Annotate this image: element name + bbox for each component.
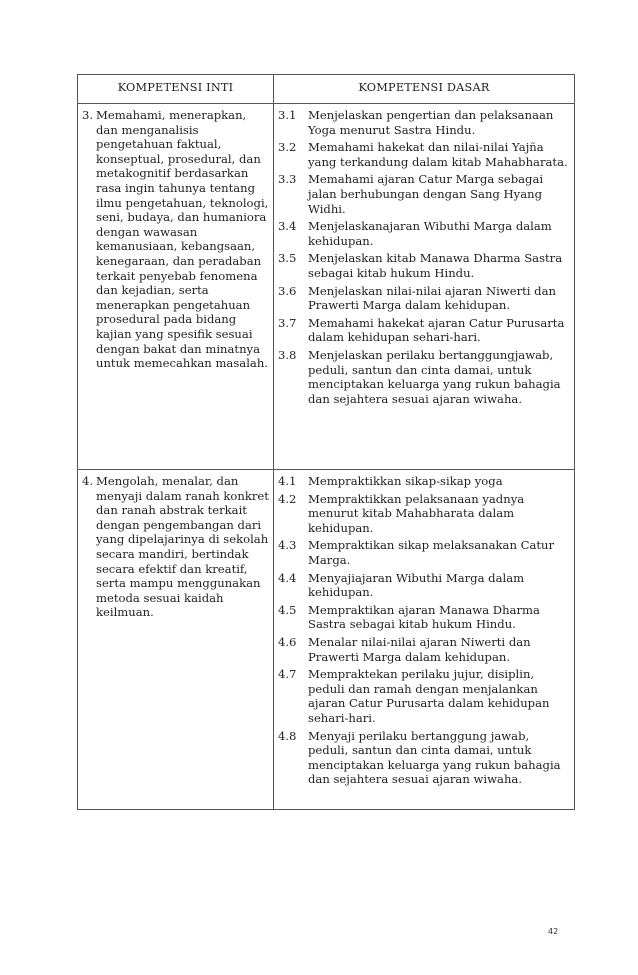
kd-number: 4.2 xyxy=(278,491,297,506)
ki-cell xyxy=(78,104,274,469)
kd-number: 4.7 xyxy=(278,667,297,682)
kd-number: 3.3 xyxy=(278,172,297,187)
kd-item xyxy=(278,635,570,664)
kd-number: 4.4 xyxy=(278,570,297,585)
kd-number: 3.4 xyxy=(278,219,297,234)
kd-item xyxy=(278,251,570,280)
kd-text: Menjelaskanajaran Wibuthi Marga dalam kehidupan. xyxy=(308,219,552,248)
ki-description: Mengolah, menalar, dan menyaji dalam ranah konkret dan ranah abstrak terkait dengan pengembangan dari yang dipelajarinya di sekolah secara mandiri, bertindak secara efektif dan kreatif, serta mampu menggunakan metoda sesuai kaidah keilmuan. xyxy=(96,474,269,620)
kd-cell xyxy=(274,104,574,469)
kd-item xyxy=(278,603,570,632)
kd-item xyxy=(278,538,570,567)
kd-text: Menjelaskan pengertian dan pelaksanaan Yoga menurut Sastra Hindu. xyxy=(308,108,554,137)
kd-item xyxy=(278,108,570,137)
kd-item xyxy=(278,140,570,169)
page-number: 42 xyxy=(548,927,559,936)
kd-number: 3.1 xyxy=(278,108,297,122)
kd-number: 4.5 xyxy=(278,602,297,617)
kd-item xyxy=(278,219,570,248)
ki-number: 4. xyxy=(82,474,94,488)
ki-number: 3. xyxy=(82,108,94,122)
table-row xyxy=(78,103,574,469)
kd-number: 4.8 xyxy=(278,728,297,743)
kd-item xyxy=(278,729,570,787)
header-kompetensi-dasar: KOMPETENSI DASAR xyxy=(358,81,490,94)
kd-number: 4.1 xyxy=(278,474,297,488)
kd-text: Memahami ajaran Catur Marga sebagai jalan berhubungan dengan Sang Hyang Widhi. xyxy=(308,172,544,216)
kd-item xyxy=(278,348,570,406)
kd-text: Menalar nilai-nilai ajaran Niwerti dan Prawerti Marga dalam kehidupan. xyxy=(308,634,531,664)
kd-text: Menyaji perilaku bertanggung jawab, peduli, santun dan cinta damai, untuk menciptakan keluarga yang rukun bahagia dan sejahtera sesuai ajaran wiwaha. xyxy=(308,728,561,787)
kd-text: Mempraktikkan pelaksanaan yadnya menurut kitab Mahabharata dalam kehidupan. xyxy=(308,491,525,535)
kd-text: Menjelaskan kitab Manawa Dharma Sastra sebagai kitab hukum Hindu. xyxy=(308,251,563,280)
kd-text: Mempraktekan perilaku jujur, disiplin, peduli dan ramah dengan menjalankan ajaran Catur Purusarta dalam kehidupan sehari-hari. xyxy=(308,667,550,725)
kd-item xyxy=(278,667,570,725)
kd-number: 4.6 xyxy=(278,634,297,649)
ki-description: Memahami, menerapkan, dan menganalisis pengetahuan faktual, konseptual, prosedural, dan metakognitif berdasarkan rasa ingin tahunya tentang ilmu pengetahuan, teknologi, seni, budaya, dan humaniora dengan wawasan kemanusiaan, kebangsaan, kenegaraan, dan peradaban terkait penyebab fenomena dan kejadian, serta menerapkan pengetahuan prosedural pada bidang kajian yang spesifik sesuai dengan bakat dan minatnya untuk memecahkan masalah. xyxy=(96,108,269,371)
kd-text: Menjelaskan nilai-nilai ajaran Niwerti dan Prawerti Marga dalam kehidupan. xyxy=(308,283,556,313)
kd-text: Memahami hakekat ajaran Catur Purusarta dalam kehidupan sehari-hari. xyxy=(308,315,565,345)
kd-number: 3.8 xyxy=(278,347,297,362)
kd-cell xyxy=(274,470,574,809)
kd-text: Menjelaskan perilaku bertanggungjawab, peduli, santun dan cinta damai, untuk menciptakan keluarga yang rukun bahagia dan sejahtera sesuai ajaran wiwaha. xyxy=(308,347,561,406)
kd-item xyxy=(278,492,570,536)
kd-item xyxy=(278,284,570,313)
kd-item xyxy=(278,571,570,600)
header-kompetensi-inti: KOMPETENSI INTI xyxy=(78,75,274,103)
table-row xyxy=(78,469,574,809)
competency-table xyxy=(77,74,575,810)
table-header-row xyxy=(78,75,574,103)
kd-number: 3.5 xyxy=(278,251,297,266)
kd-text: Mempraktikan sikap melaksanakan Catur Marga. xyxy=(308,538,555,567)
kd-item xyxy=(278,316,570,345)
kd-number: 4.3 xyxy=(278,538,297,553)
kd-number: 3.6 xyxy=(278,283,297,298)
kd-number: 3.2 xyxy=(278,140,297,155)
kd-text: Memahami hakekat dan nilai-nilai Yajña yang terkandung dalam kitab Mahabharata. xyxy=(308,140,568,169)
kd-text: Mempraktikan ajaran Manawa Dharma Sastra sebagai kitab hukum Hindu. xyxy=(308,602,540,632)
kd-item xyxy=(278,474,570,489)
kd-text: Mempraktikkan sikap-sikap yoga xyxy=(308,474,503,488)
ki-cell xyxy=(78,470,274,809)
kd-text: Menyajiajaran Wibuthi Marga dalam kehidupan. xyxy=(308,570,525,600)
kd-number: 3.7 xyxy=(278,315,297,330)
kd-item xyxy=(278,172,570,216)
